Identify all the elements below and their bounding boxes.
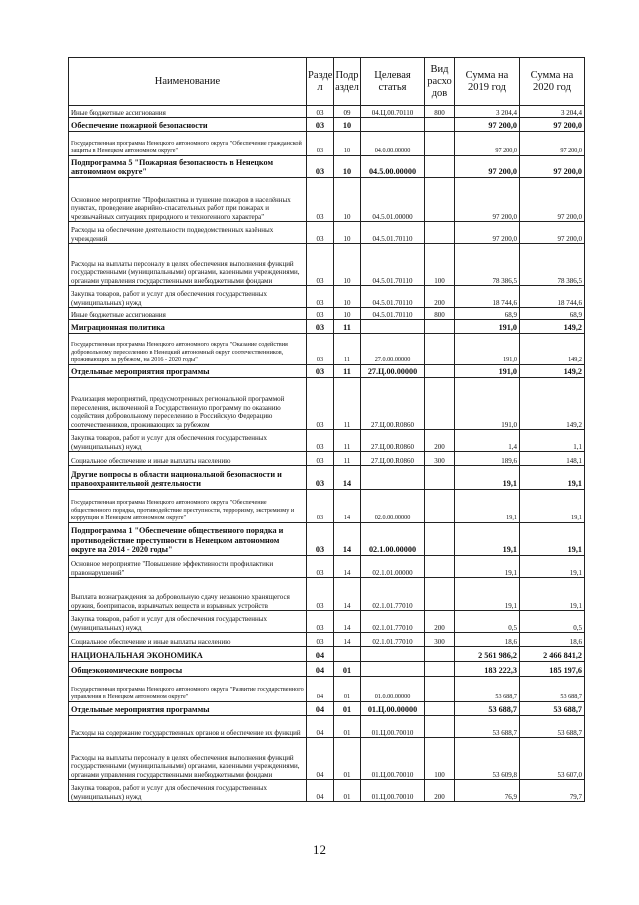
row-sum-2019-cell: 19,1 xyxy=(455,490,520,523)
row-expense-type-cell: 200 xyxy=(425,286,455,308)
row-target-article-cell: 27.Ц.00.00000 xyxy=(361,365,425,378)
row-name-cell: НАЦИОНАЛЬНАЯ ЭКОНОМИКА xyxy=(69,647,307,662)
table-row xyxy=(69,378,585,430)
row-target-article-cell: 04.5.01.70110 xyxy=(361,308,425,320)
row-name-cell: Основное мероприятие "Повышение эффективности профилактики правонарушений" xyxy=(69,556,307,578)
row-sum-2019-cell: 18,6 xyxy=(455,633,520,647)
row-name-cell: Государственная программа Ненецкого автономного округа "Обеспечение общественного порядка, противодействие преступности, терроризму, экстремизму и коррупции в Ненецком автономном округе" xyxy=(69,490,307,523)
row-podrazdel-cell: 14 xyxy=(334,611,361,633)
row-sum-2019-cell: 53 688,7 xyxy=(455,702,520,716)
row-razdel-cell: 04 xyxy=(307,647,334,662)
row-expense-type-cell xyxy=(425,702,455,716)
header-podrazdel: Подр аздел xyxy=(334,58,361,106)
row-sum-2019-cell: 19,1 xyxy=(455,466,520,490)
row-podrazdel-cell: 10 xyxy=(334,178,361,222)
row-sum-2020-cell: 148,1 xyxy=(520,452,585,466)
row-expense-type-cell: 200 xyxy=(425,611,455,633)
row-podrazdel-cell: 09 xyxy=(334,106,361,118)
row-podrazdel-cell: 10 xyxy=(334,286,361,308)
row-podrazdel-cell: 11 xyxy=(334,430,361,452)
row-expense-type-cell xyxy=(425,334,455,365)
header-sum-2020: Сумма на 2020 год xyxy=(520,58,585,106)
row-razdel-cell: 03 xyxy=(307,334,334,365)
row-sum-2020-cell: 97 200,0 xyxy=(520,118,585,132)
row-sum-2019-cell: 97 200,0 xyxy=(455,178,520,222)
row-target-article-cell: 04.0.00.00000 xyxy=(361,132,425,156)
table-row xyxy=(69,118,585,132)
table-row xyxy=(69,611,585,633)
row-expense-type-cell: 100 xyxy=(425,738,455,780)
table-body xyxy=(69,106,585,802)
table-row xyxy=(69,633,585,647)
row-target-article-cell: 04.5.01.00000 xyxy=(361,178,425,222)
row-name-cell: Расходы на выплаты персоналу в целях обеспечения выполнения функций государственными (муниципальными) органами, казенными учреждениями, органами управления государственными внебюджетными фондами xyxy=(69,244,307,286)
row-expense-type-cell: 800 xyxy=(425,308,455,320)
row-expense-type-cell xyxy=(425,118,455,132)
row-sum-2020-cell: 149,2 xyxy=(520,378,585,430)
row-sum-2020-cell: 97 200,0 xyxy=(520,156,585,178)
row-razdel-cell: 04 xyxy=(307,738,334,780)
row-sum-2020-cell: 53 688,7 xyxy=(520,677,585,702)
table-row xyxy=(69,578,585,611)
row-sum-2020-cell: 19,1 xyxy=(520,556,585,578)
row-sum-2020-cell: 79,7 xyxy=(520,780,585,802)
row-razdel-cell: 03 xyxy=(307,308,334,320)
row-name-cell: Отдельные мероприятия программы xyxy=(69,365,307,378)
row-sum-2020-cell: 0,5 xyxy=(520,611,585,633)
row-name-cell: Иные бюджетные ассигнования xyxy=(69,106,307,118)
row-podrazdel-cell: 11 xyxy=(334,378,361,430)
row-name-cell: Общеэкономические вопросы xyxy=(69,662,307,677)
row-name-cell: Закупка товаров, работ и услуг для обеспечения государственных (муниципальных) нужд xyxy=(69,611,307,633)
row-podrazdel-cell: 14 xyxy=(334,490,361,523)
row-sum-2019-cell: 183 222,3 xyxy=(455,662,520,677)
row-expense-type-cell: 200 xyxy=(425,780,455,802)
table-row xyxy=(69,365,585,378)
row-razdel-cell: 03 xyxy=(307,633,334,647)
header-name: Наименование xyxy=(69,58,307,106)
table-row xyxy=(69,466,585,490)
row-podrazdel-cell: 01 xyxy=(334,662,361,677)
row-podrazdel-cell: 10 xyxy=(334,156,361,178)
row-razdel-cell: 04 xyxy=(307,702,334,716)
table-row xyxy=(69,156,585,178)
row-target-article-cell: 02.1.00.00000 xyxy=(361,523,425,556)
row-target-article-cell: 27.0.00.00000 xyxy=(361,334,425,365)
row-podrazdel-cell: 14 xyxy=(334,556,361,578)
row-sum-2020-cell: 53 607,0 xyxy=(520,738,585,780)
row-razdel-cell: 03 xyxy=(307,222,334,244)
row-name-cell: Социальное обеспечение и иные выплаты населению xyxy=(69,452,307,466)
row-target-article-cell xyxy=(361,118,425,132)
row-expense-type-cell xyxy=(425,556,455,578)
row-target-article-cell: 02.1.01.77010 xyxy=(361,633,425,647)
row-sum-2020-cell: 97 200,0 xyxy=(520,132,585,156)
row-expense-type-cell: 100 xyxy=(425,244,455,286)
row-sum-2019-cell: 19,1 xyxy=(455,578,520,611)
header-sum-2019: Сумма на 2019 год xyxy=(455,58,520,106)
header-razdel: Разде л xyxy=(307,58,334,106)
row-sum-2019-cell: 191,0 xyxy=(455,378,520,430)
row-name-cell: Расходы на обеспечение деятельности подведомственных казённых учреждений xyxy=(69,222,307,244)
row-sum-2019-cell: 19,1 xyxy=(455,556,520,578)
row-razdel-cell: 03 xyxy=(307,466,334,490)
table-row xyxy=(69,662,585,677)
row-razdel-cell: 03 xyxy=(307,365,334,378)
row-target-article-cell xyxy=(361,647,425,662)
row-razdel-cell: 04 xyxy=(307,662,334,677)
row-sum-2020-cell: 149,2 xyxy=(520,334,585,365)
table-row xyxy=(69,780,585,802)
row-sum-2019-cell: 68,9 xyxy=(455,308,520,320)
row-expense-type-cell xyxy=(425,378,455,430)
budget-table xyxy=(68,57,585,802)
row-target-article-cell: 01.Ц.00.70010 xyxy=(361,738,425,780)
row-name-cell: Государственная программа Ненецкого автономного округа "Развитие государственного управления в Ненецком автономном округе" xyxy=(69,677,307,702)
row-podrazdel-cell: 11 xyxy=(334,452,361,466)
table-row xyxy=(69,244,585,286)
row-target-article-cell: 02.0.00.00000 xyxy=(361,490,425,523)
table-row xyxy=(69,738,585,780)
row-expense-type-cell xyxy=(425,523,455,556)
row-podrazdel-cell xyxy=(334,647,361,662)
row-podrazdel-cell: 14 xyxy=(334,578,361,611)
row-sum-2020-cell: 19,1 xyxy=(520,490,585,523)
row-target-article-cell: 04.5.00.00000 xyxy=(361,156,425,178)
row-sum-2020-cell: 185 197,6 xyxy=(520,662,585,677)
row-name-cell: Выплата вознаграждения за добровольную сдачу незаконно хранящегося оружия, боеприпасов, взрывчатых веществ и взрывных устройств xyxy=(69,578,307,611)
row-razdel-cell: 03 xyxy=(307,523,334,556)
row-name-cell: Подпрограмма 5 "Пожарная безопасность в Ненецком автономном округе" xyxy=(69,156,307,178)
row-sum-2020-cell: 68,9 xyxy=(520,308,585,320)
row-podrazdel-cell: 11 xyxy=(334,320,361,334)
row-target-article-cell: 27.Ц.00.R0860 xyxy=(361,452,425,466)
table-row xyxy=(69,334,585,365)
table-row xyxy=(69,523,585,556)
table-row xyxy=(69,178,585,222)
row-razdel-cell: 04 xyxy=(307,716,334,738)
row-name-cell: Расходы на выплаты персоналу в целях обеспечения выполнения функций государственными (муниципальными) органами, казенными учреждениями, органами управления государственными внебюджетными фондами xyxy=(69,738,307,780)
page-number: 12 xyxy=(313,842,326,857)
row-razdel-cell: 03 xyxy=(307,118,334,132)
row-sum-2020-cell: 149,2 xyxy=(520,365,585,378)
row-sum-2019-cell: 191,0 xyxy=(455,365,520,378)
row-razdel-cell: 03 xyxy=(307,578,334,611)
budget-table-sheet xyxy=(68,57,584,802)
row-sum-2019-cell: 78 386,5 xyxy=(455,244,520,286)
row-expense-type-cell xyxy=(425,320,455,334)
row-sum-2020-cell: 53 688,7 xyxy=(520,716,585,738)
row-razdel-cell: 03 xyxy=(307,106,334,118)
row-podrazdel-cell: 11 xyxy=(334,334,361,365)
row-expense-type-cell xyxy=(425,222,455,244)
row-target-article-cell: 02.1.01.77010 xyxy=(361,578,425,611)
row-sum-2020-cell: 149,2 xyxy=(520,320,585,334)
row-name-cell: Обеспечение пожарной безопасности xyxy=(69,118,307,132)
row-expense-type-cell xyxy=(425,578,455,611)
row-name-cell: Закупка товаров, работ и услуг для обеспечения государственных (муниципальных) нужд xyxy=(69,780,307,802)
row-expense-type-cell xyxy=(425,647,455,662)
row-expense-type-cell: 800 xyxy=(425,106,455,118)
table-row xyxy=(69,222,585,244)
row-sum-2019-cell: 97 200,0 xyxy=(455,132,520,156)
row-podrazdel-cell: 01 xyxy=(334,738,361,780)
table-row xyxy=(69,308,585,320)
row-sum-2019-cell: 1,4 xyxy=(455,430,520,452)
row-expense-type-cell xyxy=(425,662,455,677)
row-expense-type-cell: 200 xyxy=(425,430,455,452)
row-name-cell: Основное мероприятие "Профилактика и тушение пожаров в населённых пунктах, проведение аварийно-спасательных работ при пожарах и чрезвычайных ситуациях природного и техногенного характера" xyxy=(69,178,307,222)
row-expense-type-cell xyxy=(425,466,455,490)
row-expense-type-cell: 300 xyxy=(425,633,455,647)
row-razdel-cell: 03 xyxy=(307,156,334,178)
row-razdel-cell: 03 xyxy=(307,556,334,578)
row-target-article-cell xyxy=(361,320,425,334)
row-expense-type-cell xyxy=(425,178,455,222)
row-sum-2019-cell: 53 609,8 xyxy=(455,738,520,780)
row-sum-2020-cell: 3 204,4 xyxy=(520,106,585,118)
row-target-article-cell: 04.5.01.70110 xyxy=(361,222,425,244)
row-name-cell: Реализация мероприятий, предусмотренных региональной программой переселения, включенной в Государственную программу по оказанию содействия добровольному переселению в Российскую Федерацию соотечественников, проживающих за рубежом xyxy=(69,378,307,430)
row-target-article-cell xyxy=(361,466,425,490)
header-target-article: Целевая статья xyxy=(361,58,425,106)
row-sum-2019-cell: 2 561 986,2 xyxy=(455,647,520,662)
table-header-row xyxy=(69,58,585,106)
table-row xyxy=(69,286,585,308)
row-target-article-cell: 01.Ц.00.70010 xyxy=(361,716,425,738)
row-sum-2019-cell: 189,6 xyxy=(455,452,520,466)
table-row xyxy=(69,132,585,156)
table-row xyxy=(69,556,585,578)
row-razdel-cell: 03 xyxy=(307,178,334,222)
row-razdel-cell: 03 xyxy=(307,430,334,452)
row-target-article-cell: 27.Ц.00.R0860 xyxy=(361,378,425,430)
row-sum-2019-cell: 191,0 xyxy=(455,320,520,334)
row-sum-2020-cell: 97 200,0 xyxy=(520,222,585,244)
row-name-cell: Закупка товаров, работ и услуг для обеспечения государственных (муниципальных) нужд xyxy=(69,286,307,308)
row-name-cell: Государственная программа Ненецкого автономного округа "Оказание содействия добровольному переселению в Ненецкий автономный округ соотечественников, проживающих за рубежом, на 2016 - 2020 годы" xyxy=(69,334,307,365)
header-expense-type: Вид расхо дов xyxy=(425,58,455,106)
table-row xyxy=(69,490,585,523)
row-razdel-cell: 03 xyxy=(307,244,334,286)
row-podrazdel-cell: 10 xyxy=(334,222,361,244)
row-sum-2019-cell: 0,5 xyxy=(455,611,520,633)
row-podrazdel-cell: 10 xyxy=(334,244,361,286)
table-row xyxy=(69,702,585,716)
row-sum-2019-cell: 97 200,0 xyxy=(455,156,520,178)
row-sum-2020-cell: 18 744,6 xyxy=(520,286,585,308)
row-podrazdel-cell: 10 xyxy=(334,118,361,132)
row-sum-2019-cell: 18 744,6 xyxy=(455,286,520,308)
row-name-cell: Социальное обеспечение и иные выплаты населению xyxy=(69,633,307,647)
row-podrazdel-cell: 01 xyxy=(334,702,361,716)
row-expense-type-cell xyxy=(425,365,455,378)
row-target-article-cell: 01.Ц.00.70010 xyxy=(361,780,425,802)
table-row xyxy=(69,647,585,662)
table-row xyxy=(69,677,585,702)
row-sum-2020-cell: 2 466 841,2 xyxy=(520,647,585,662)
row-razdel-cell: 03 xyxy=(307,611,334,633)
row-target-article-cell xyxy=(361,662,425,677)
row-podrazdel-cell: 01 xyxy=(334,780,361,802)
row-sum-2020-cell: 78 386,5 xyxy=(520,244,585,286)
row-expense-type-cell xyxy=(425,716,455,738)
row-sum-2019-cell: 76,9 xyxy=(455,780,520,802)
row-podrazdel-cell: 14 xyxy=(334,466,361,490)
row-podrazdel-cell: 01 xyxy=(334,677,361,702)
row-name-cell: Другие вопросы в области национальной безопасности и правоохранительной деятельности xyxy=(69,466,307,490)
table-row xyxy=(69,452,585,466)
row-target-article-cell: 01.0.00.00000 xyxy=(361,677,425,702)
row-expense-type-cell xyxy=(425,490,455,523)
row-target-article-cell: 27.Ц.00.R0860 xyxy=(361,430,425,452)
row-name-cell: Иные бюджетные ассигнования xyxy=(69,308,307,320)
table-row xyxy=(69,716,585,738)
row-razdel-cell: 03 xyxy=(307,320,334,334)
row-name-cell: Расходы на содержание государственных органов и обеспечение их функций xyxy=(69,716,307,738)
row-target-article-cell: 04.Ц.00.70110 xyxy=(361,106,425,118)
table-row xyxy=(69,320,585,334)
table-row xyxy=(69,106,585,118)
row-razdel-cell: 04 xyxy=(307,780,334,802)
row-name-cell: Закупка товаров, работ и услуг для обеспечения государственных (муниципальных) нужд xyxy=(69,430,307,452)
table-row xyxy=(69,430,585,452)
row-podrazdel-cell: 14 xyxy=(334,523,361,556)
row-podrazdel-cell: 11 xyxy=(334,365,361,378)
row-target-article-cell: 02.1.01.77010 xyxy=(361,611,425,633)
row-razdel-cell: 03 xyxy=(307,452,334,466)
row-expense-type-cell: 300 xyxy=(425,452,455,466)
row-name-cell: Подпрограмма 1 "Обеспечение общественного порядка и противодействие преступности в Ненецком автономном округе на 2014 - 2020 годы" xyxy=(69,523,307,556)
row-sum-2020-cell: 19,1 xyxy=(520,466,585,490)
row-sum-2020-cell: 19,1 xyxy=(520,578,585,611)
row-sum-2019-cell: 191,0 xyxy=(455,334,520,365)
row-sum-2019-cell: 53 688,7 xyxy=(455,677,520,702)
row-sum-2020-cell: 18,6 xyxy=(520,633,585,647)
row-sum-2019-cell: 19,1 xyxy=(455,523,520,556)
row-sum-2019-cell: 53 688,7 xyxy=(455,716,520,738)
row-podrazdel-cell: 10 xyxy=(334,308,361,320)
row-razdel-cell: 03 xyxy=(307,286,334,308)
row-name-cell: Миграционная политика xyxy=(69,320,307,334)
row-name-cell: Государственная программа Ненецкого автономного округа "Обеспечение гражданской защиты в Ненецком автономном округе" xyxy=(69,132,307,156)
row-target-article-cell: 01.Ц.00.00000 xyxy=(361,702,425,716)
row-expense-type-cell xyxy=(425,132,455,156)
row-name-cell: Отдельные мероприятия программы xyxy=(69,702,307,716)
row-podrazdel-cell: 10 xyxy=(334,132,361,156)
row-sum-2019-cell: 97 200,0 xyxy=(455,118,520,132)
row-podrazdel-cell: 14 xyxy=(334,633,361,647)
row-razdel-cell: 03 xyxy=(307,132,334,156)
row-sum-2020-cell: 53 688,7 xyxy=(520,702,585,716)
row-target-article-cell: 02.1.01.00000 xyxy=(361,556,425,578)
row-sum-2020-cell: 1,1 xyxy=(520,430,585,452)
row-target-article-cell: 04.5.01.70110 xyxy=(361,244,425,286)
row-podrazdel-cell: 01 xyxy=(334,716,361,738)
row-sum-2020-cell: 19,1 xyxy=(520,523,585,556)
row-expense-type-cell xyxy=(425,677,455,702)
row-razdel-cell: 03 xyxy=(307,490,334,523)
row-sum-2019-cell: 97 200,0 xyxy=(455,222,520,244)
row-sum-2020-cell: 97 200,0 xyxy=(520,178,585,222)
row-razdel-cell: 03 xyxy=(307,378,334,430)
row-expense-type-cell xyxy=(425,156,455,178)
row-target-article-cell: 04.5.01.70110 xyxy=(361,286,425,308)
row-razdel-cell: 04 xyxy=(307,677,334,702)
row-sum-2019-cell: 3 204,4 xyxy=(455,106,520,118)
